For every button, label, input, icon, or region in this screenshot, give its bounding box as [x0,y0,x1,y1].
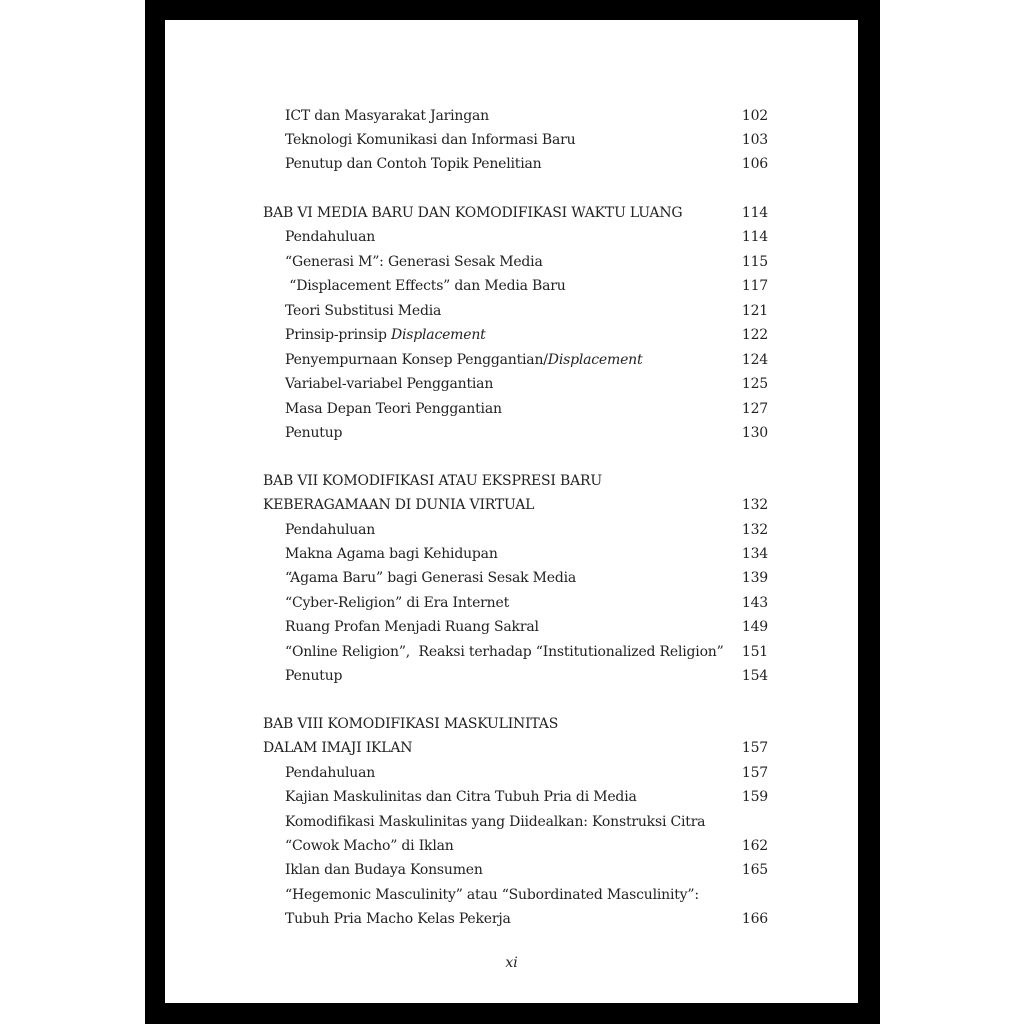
toc-entry [285,615,768,639]
entry-title: “Displacement Effects” dan Media Baru [285,278,566,294]
chapter-heading [263,201,768,225]
toc-entry [285,225,768,249]
entry-page-number: 166 [741,911,768,927]
entry-page-number: 154 [741,668,768,684]
entry-page-number: 103 [741,132,768,148]
entry-title: Penutup [285,425,343,441]
entry-page-number: 157 [741,765,768,781]
entry-title: Penutup [285,668,343,684]
entry-title: “Cowok Macho” di Iklan [285,838,454,854]
entry-page-number: 121 [741,303,768,319]
entry-page-number: 162 [741,838,768,854]
entry-page-number: 114 [741,205,768,221]
chapter-heading [263,712,768,736]
toc-entry [285,664,768,688]
entry-page-number: 157 [741,740,768,756]
entry-page-number: 115 [741,254,768,270]
toc-entry [285,128,768,152]
entry-title: BAB VII KOMODIFIKASI ATAU EKSPRESI BARU [263,473,602,489]
toc-entry [285,397,768,421]
chapter-heading [263,469,768,493]
toc-entry [285,907,768,931]
entry-title: Masa Depan Teori Penggantian [285,401,502,417]
toc-entry [285,299,768,323]
entry-page-number: 149 [741,619,768,635]
entry-page-number: 127 [741,401,768,417]
entry-title: Variabel-variabel Penggantian [285,376,494,392]
entry-title: Pendahuluan [285,522,376,538]
entry-page-number: 106 [741,156,768,172]
entry-title: Kajian Maskulinitas dan Citra Tubuh Pria di Media [285,789,637,805]
entry-title: Ruang Profan Menjadi Ruang Sakral [285,619,539,635]
entry-title: Komodifikasi Maskulinitas yang Diidealkan: Konstruksi Citra [285,814,706,830]
entry-title: BAB VI MEDIA BARU DAN KOMODIFIKASI WAKTU LUANG [263,205,683,221]
entry-title: “Online Religion”, Reaksi terhadap “Institutionalized Religion” [285,644,724,660]
entry-page-number: 117 [741,278,768,294]
page-folio: xi [505,955,518,971]
entry-title: Iklan dan Budaya Konsumen [285,862,483,878]
entry-page-number: 134 [741,546,768,562]
toc-entry [285,591,768,615]
entry-page-number: 114 [741,229,768,245]
entry-page-number: 132 [741,497,768,513]
toc-entry [285,348,768,372]
entry-title: “Agama Baru” bagi Generasi Sesak Media [285,570,577,586]
entry-title: Teknologi Komunikasi dan Informasi Baru [285,132,576,148]
toc-entry [285,640,768,664]
entry-title: DALAM IMAJI IKLAN [263,740,413,756]
entry-title: “Generasi M”: Generasi Sesak Media [285,254,543,270]
entry-page-number: 139 [741,570,768,586]
entry-page-number: 102 [741,108,768,124]
toc-entry [285,785,768,809]
entry-page-number: 122 [741,327,768,343]
entry-title: “Cyber-Religion” di Era Internet [285,595,509,611]
entry-title: Pendahuluan [285,229,376,245]
toc-entry [285,858,768,882]
toc-entry [285,542,768,566]
entry-page-number: 124 [741,352,768,368]
entry-title-italic: Displacement [547,352,643,368]
entry-title: Penyempurnaan Konsep Penggantian/Displacement [285,352,643,368]
entry-title: Pendahuluan [285,765,376,781]
toc-entry [285,323,768,347]
entry-title: ICT dan Masyarakat Jaringan [285,108,489,124]
chapter-heading [263,736,768,760]
entry-page-number: 132 [741,522,768,538]
entry-title: KEBERAGAMAAN DI DUNIA VIRTUAL [263,497,535,513]
toc-entry [285,421,768,445]
toc-entry [285,883,768,907]
entry-page-number: 130 [741,425,768,441]
entry-page-number: 143 [741,595,768,611]
toc-entry [285,810,768,834]
chapter-heading [263,493,768,517]
toc-entry [285,372,768,396]
toc-entry [285,834,768,858]
entry-title-italic: Displacement [390,327,486,343]
toc-entry [285,104,768,128]
entry-page-number: 125 [741,376,768,392]
entry-page-number: 165 [741,862,768,878]
toc-entry [285,761,768,785]
toc-entry [285,518,768,542]
entry-title: “Hegemonic Masculinity” atau “Subordinated Masculinity”: [285,887,699,903]
entry-title: Teori Substitusi Media [285,303,442,319]
entry-page-number: 159 [741,789,768,805]
toc-entry [285,274,768,298]
entry-title: Prinsip-prinsip Displacement [285,327,486,343]
book-page [165,20,858,1003]
entry-title: Makna Agama bagi Kehidupan [285,546,498,562]
toc-entry [285,250,768,274]
entry-title: BAB VIII KOMODIFIKASI MASKULINITAS [263,716,559,732]
toc-entry [285,566,768,590]
table-of-contents [165,20,858,1003]
entry-title: Tubuh Pria Macho Kelas Pekerja [285,911,511,927]
entry-page-number: 151 [741,644,768,660]
entry-title: Penutup dan Contoh Topik Penelitian [285,156,542,172]
toc-entry [285,152,768,176]
